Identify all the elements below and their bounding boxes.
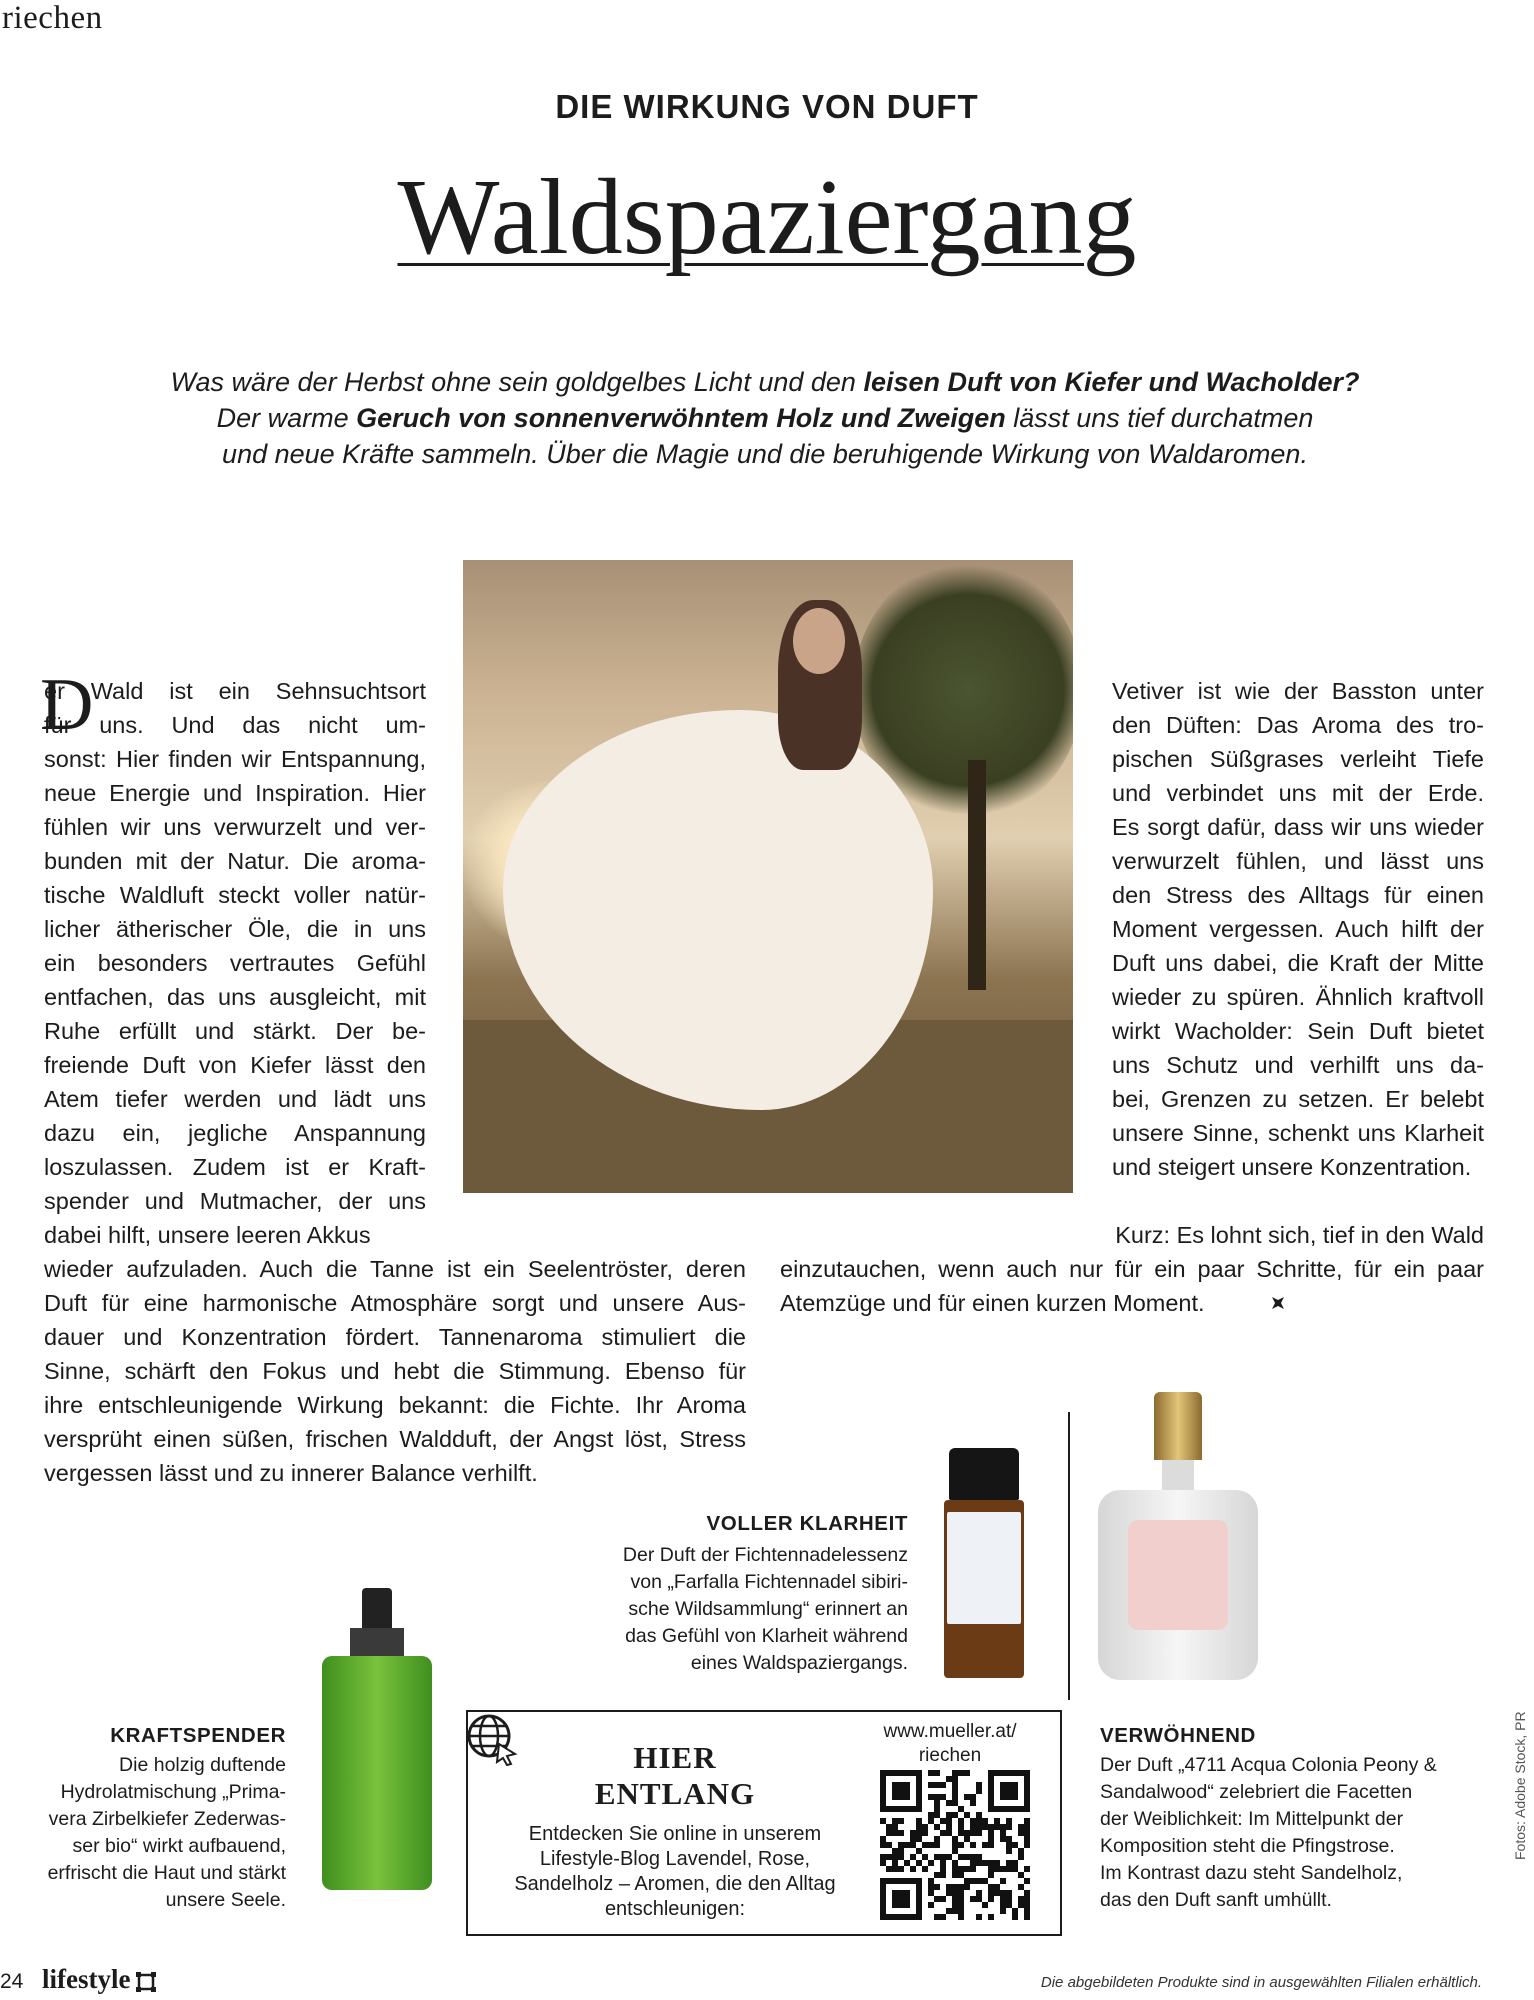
primavera-spray-bottle xyxy=(322,1588,432,1890)
text-line: einzutauchen, wenn auch nur für ein paar Schritte, für ein paar xyxy=(780,1256,1484,1282)
lead-part-1: Was wäre der Herbst ohne sein goldgelbes Licht und den xyxy=(170,367,864,397)
text-line: versprüht einen süßen, frischen Waldduft, der Angst löst, Stress xyxy=(44,1426,746,1452)
text-line: für uns. Und das nicht um- xyxy=(44,712,426,738)
cologne-bottle xyxy=(1098,1392,1258,1680)
text-line: verwurzelt fühlen, und lässt uns xyxy=(1112,848,1484,874)
bottle-label xyxy=(1128,1520,1228,1630)
product-text-line: Im Kontrast dazu steht Sandelholz, xyxy=(1100,1862,1403,1884)
product-text-line: unsere Seele. xyxy=(165,1889,286,1911)
text-line: bei, Grenzen zu setzen. Er belebt xyxy=(1112,1086,1484,1112)
text-line: den Düften: Das Aroma des tro- xyxy=(1112,712,1484,738)
text-line: Duft uns dabei, die Kraft der Mitte xyxy=(1112,950,1484,976)
product-text-line: eines Waldspaziergangs. xyxy=(690,1652,908,1674)
promo-title-line-1: HIER xyxy=(633,1740,717,1775)
text-line: unsere Sinne, schenkt uns Klarheit xyxy=(1112,1120,1484,1146)
bottle-neck xyxy=(1162,1460,1194,1490)
article-column-left-wide xyxy=(44,1252,746,1490)
product-verwoehnend-text xyxy=(1100,1752,1496,1914)
product-text-line: Der Duft „4711 Acqua Colonia Peony & xyxy=(1100,1754,1437,1776)
bottle-label xyxy=(947,1512,1021,1624)
text-line: entfachen, das uns ausgleicht, mit xyxy=(44,984,426,1010)
promo-url-line-1: www.mueller.at/ xyxy=(883,1721,1017,1742)
spray-nozzle xyxy=(362,1588,392,1628)
product-text-line: das Gefühl von Klarheit während xyxy=(625,1625,908,1647)
text-line: Vetiver ist wie der Basston unter xyxy=(1112,678,1484,704)
article-column-left xyxy=(44,674,426,1252)
promo-link[interactable] xyxy=(852,1720,1048,1768)
text-line: wieder aufzuladen. Auch die Tanne ist ein Seelentröster, deren xyxy=(44,1256,746,1282)
lead-part-2: Der warme xyxy=(216,403,357,433)
text-line: ein besonders vertrautes Gefühl xyxy=(44,950,426,976)
section-label: riechen xyxy=(2,0,103,36)
bottle-cap xyxy=(949,1448,1019,1500)
text-line: Atem tiefer werden und lädt uns xyxy=(44,1086,426,1112)
product-text-line: ser bio“ wirkt aufbauend, xyxy=(72,1835,286,1857)
text-line: wirkt Wacholder: Sein Duft bietet xyxy=(1112,1018,1484,1044)
product-text-line: Sandalwood“ zelebriert die Facetten xyxy=(1100,1781,1413,1803)
text-line: uns Schutz und verhilft uns da- xyxy=(1112,1052,1484,1078)
text-line: freiende Duft von Kiefer lässt den xyxy=(44,1052,426,1078)
hero-photo xyxy=(463,560,1073,1193)
tree-trunk xyxy=(968,760,986,990)
spray-collar xyxy=(350,1628,404,1656)
headline-text: Waldspaziergang xyxy=(397,158,1137,277)
text-line: sonst: Hier finden wir Entspannung, xyxy=(44,746,426,772)
product-text-line: von „Farfalla Fichtennadel sibiri- xyxy=(630,1571,908,1593)
promo-url-line-2: riechen xyxy=(918,1745,982,1766)
product-text-line: Hydrolatmischung „Prima- xyxy=(60,1781,286,1803)
photo-credit: Fotos: Adobe Stock, PR xyxy=(1512,1711,1528,1860)
text-line: dauer und Konzentration fördert. Tannenaroma stimuliert die xyxy=(44,1324,746,1350)
text-line: ihre entschleunigende Wirkung bekannt: die Fichte. Ihr Aroma xyxy=(44,1392,746,1418)
product-klarheit-text xyxy=(560,1542,908,1677)
lead-bold-2: Geruch von sonnenverwöhntem Holz und Zweigen xyxy=(356,403,1006,433)
text-line: bunden mit der Natur. Die aroma- xyxy=(44,848,426,874)
end-mark-icon xyxy=(1270,1295,1286,1311)
article-kicker: DIE WIRKUNG VON DUFT xyxy=(555,88,979,125)
text-line: Moment vergessen. Auch hilft der xyxy=(1112,916,1484,942)
bottle-cap xyxy=(1154,1392,1202,1460)
product-klarheit-heading: VOLLER KLARHEIT xyxy=(706,1512,908,1535)
article-lead xyxy=(60,364,1470,472)
promo-title xyxy=(500,1740,850,1812)
column-divider xyxy=(1068,1412,1070,1700)
text-line: Es sorgt dafür, dass wir uns wieder xyxy=(1112,814,1484,840)
drop-cap: D xyxy=(40,664,94,746)
product-text-line: Der Duft der Fichtennadelessenz xyxy=(622,1544,908,1566)
text-line: neue Energie und Inspiration. Hier xyxy=(44,780,426,806)
text-line: dabei hilft, unsere leeren Akkus xyxy=(44,1222,371,1248)
bottle-body xyxy=(322,1656,432,1890)
product-text-line: das den Duft sanft umhüllt. xyxy=(1100,1889,1332,1911)
text-line: pischen Süßgrases verleiht Tiefe xyxy=(1112,746,1484,772)
magazine-logo: lifestyle xyxy=(42,1964,131,1994)
text-line: spender und Mutmacher, der uns xyxy=(44,1188,426,1214)
availability-note: Die abgebildeten Produkte sind in ausgewählten Filialen erhältlich. xyxy=(1040,1974,1482,1991)
text-line: Atemzüge und für einen kurzen Moment. xyxy=(780,1290,1205,1316)
article-headline xyxy=(0,160,1534,276)
product-text-line: Die holzig duftende xyxy=(119,1754,286,1776)
lead-part-4: und neue Kräfte sammeln. Über die Magie und die beruhigende Wirkung von Waldaromen. xyxy=(222,439,1308,469)
lead-part-3: lässt uns tief durchatmen xyxy=(1005,403,1314,433)
qr-code-icon[interactable] xyxy=(880,1770,1030,1920)
text-line: dazu ein, jegliche Anspannung xyxy=(44,1120,426,1146)
article-closing xyxy=(780,1252,1484,1320)
text-line: fühlen wir uns verwurzelt und ver- xyxy=(44,814,426,840)
model-face xyxy=(793,608,845,674)
text-line: er Wald ist ein Sehnsuchtsort xyxy=(44,678,426,704)
lead-bold-1: leisen Duft von Kiefer und Wacholder? xyxy=(863,367,1360,397)
closing-first-line: Kurz: Es lohnt sich, tief in den Wald xyxy=(1115,1222,1484,1248)
product-text-line: der Weiblichkeit: Im Mittelpunkt der xyxy=(1100,1808,1404,1830)
product-text-line: sche Wildsammlung“ erinnert an xyxy=(628,1598,908,1620)
product-text-line: vera Zirbelkiefer Zederwas- xyxy=(48,1808,286,1830)
lifestyle-logo-mark-icon xyxy=(136,1972,156,1992)
promo-title-line-2: ENTLANG xyxy=(594,1776,756,1811)
text-line: licher ätherischer Öle, die in uns xyxy=(44,916,426,942)
text-line: Ruhe erfüllt und stärkt. Der be- xyxy=(44,1018,426,1044)
text-line: vergessen lässt und zu innerer Balance verhilft. xyxy=(44,1460,538,1486)
article-column-right xyxy=(1112,674,1484,1184)
text-line: den Stress des Alltags für einen xyxy=(1112,882,1484,908)
product-kraftspender-heading: KRAFTSPENDER xyxy=(110,1724,286,1747)
text-line: tische Waldluft steckt voller natür- xyxy=(44,882,426,908)
product-verwoehnend-heading: VERWÖHNEND xyxy=(1100,1724,1256,1747)
promo-text: Entdecken Sie online in unserem Lifestyle-Blog Lavendel, Rose, Sandelholz – Aromen, die den Alltag entschleunigen: xyxy=(514,1823,836,1920)
farfalla-oil-bottle xyxy=(944,1448,1024,1678)
product-text-line: Komposition steht die Pfingstrose. xyxy=(1100,1835,1395,1857)
text-line: Sinne, schärft den Fokus und hebt die Stimmung. Ebenso für xyxy=(44,1358,746,1384)
product-kraftspender-text xyxy=(0,1752,286,1914)
page-number: 24 xyxy=(0,1970,24,1993)
product-text-line: erfrischt die Haut und stärkt xyxy=(47,1862,286,1884)
text-line: und steigert unsere Konzentration. xyxy=(1112,1154,1472,1180)
text-line: und verbindet uns mit der Erde. xyxy=(1112,780,1484,806)
text-line: loszulassen. Zudem ist er Kraft- xyxy=(44,1154,426,1180)
text-line: Duft für eine harmonische Atmosphäre sorgt und unsere Aus- xyxy=(44,1290,746,1316)
text-line: wieder zu spüren. Ähnlich kraftvoll xyxy=(1112,984,1484,1010)
